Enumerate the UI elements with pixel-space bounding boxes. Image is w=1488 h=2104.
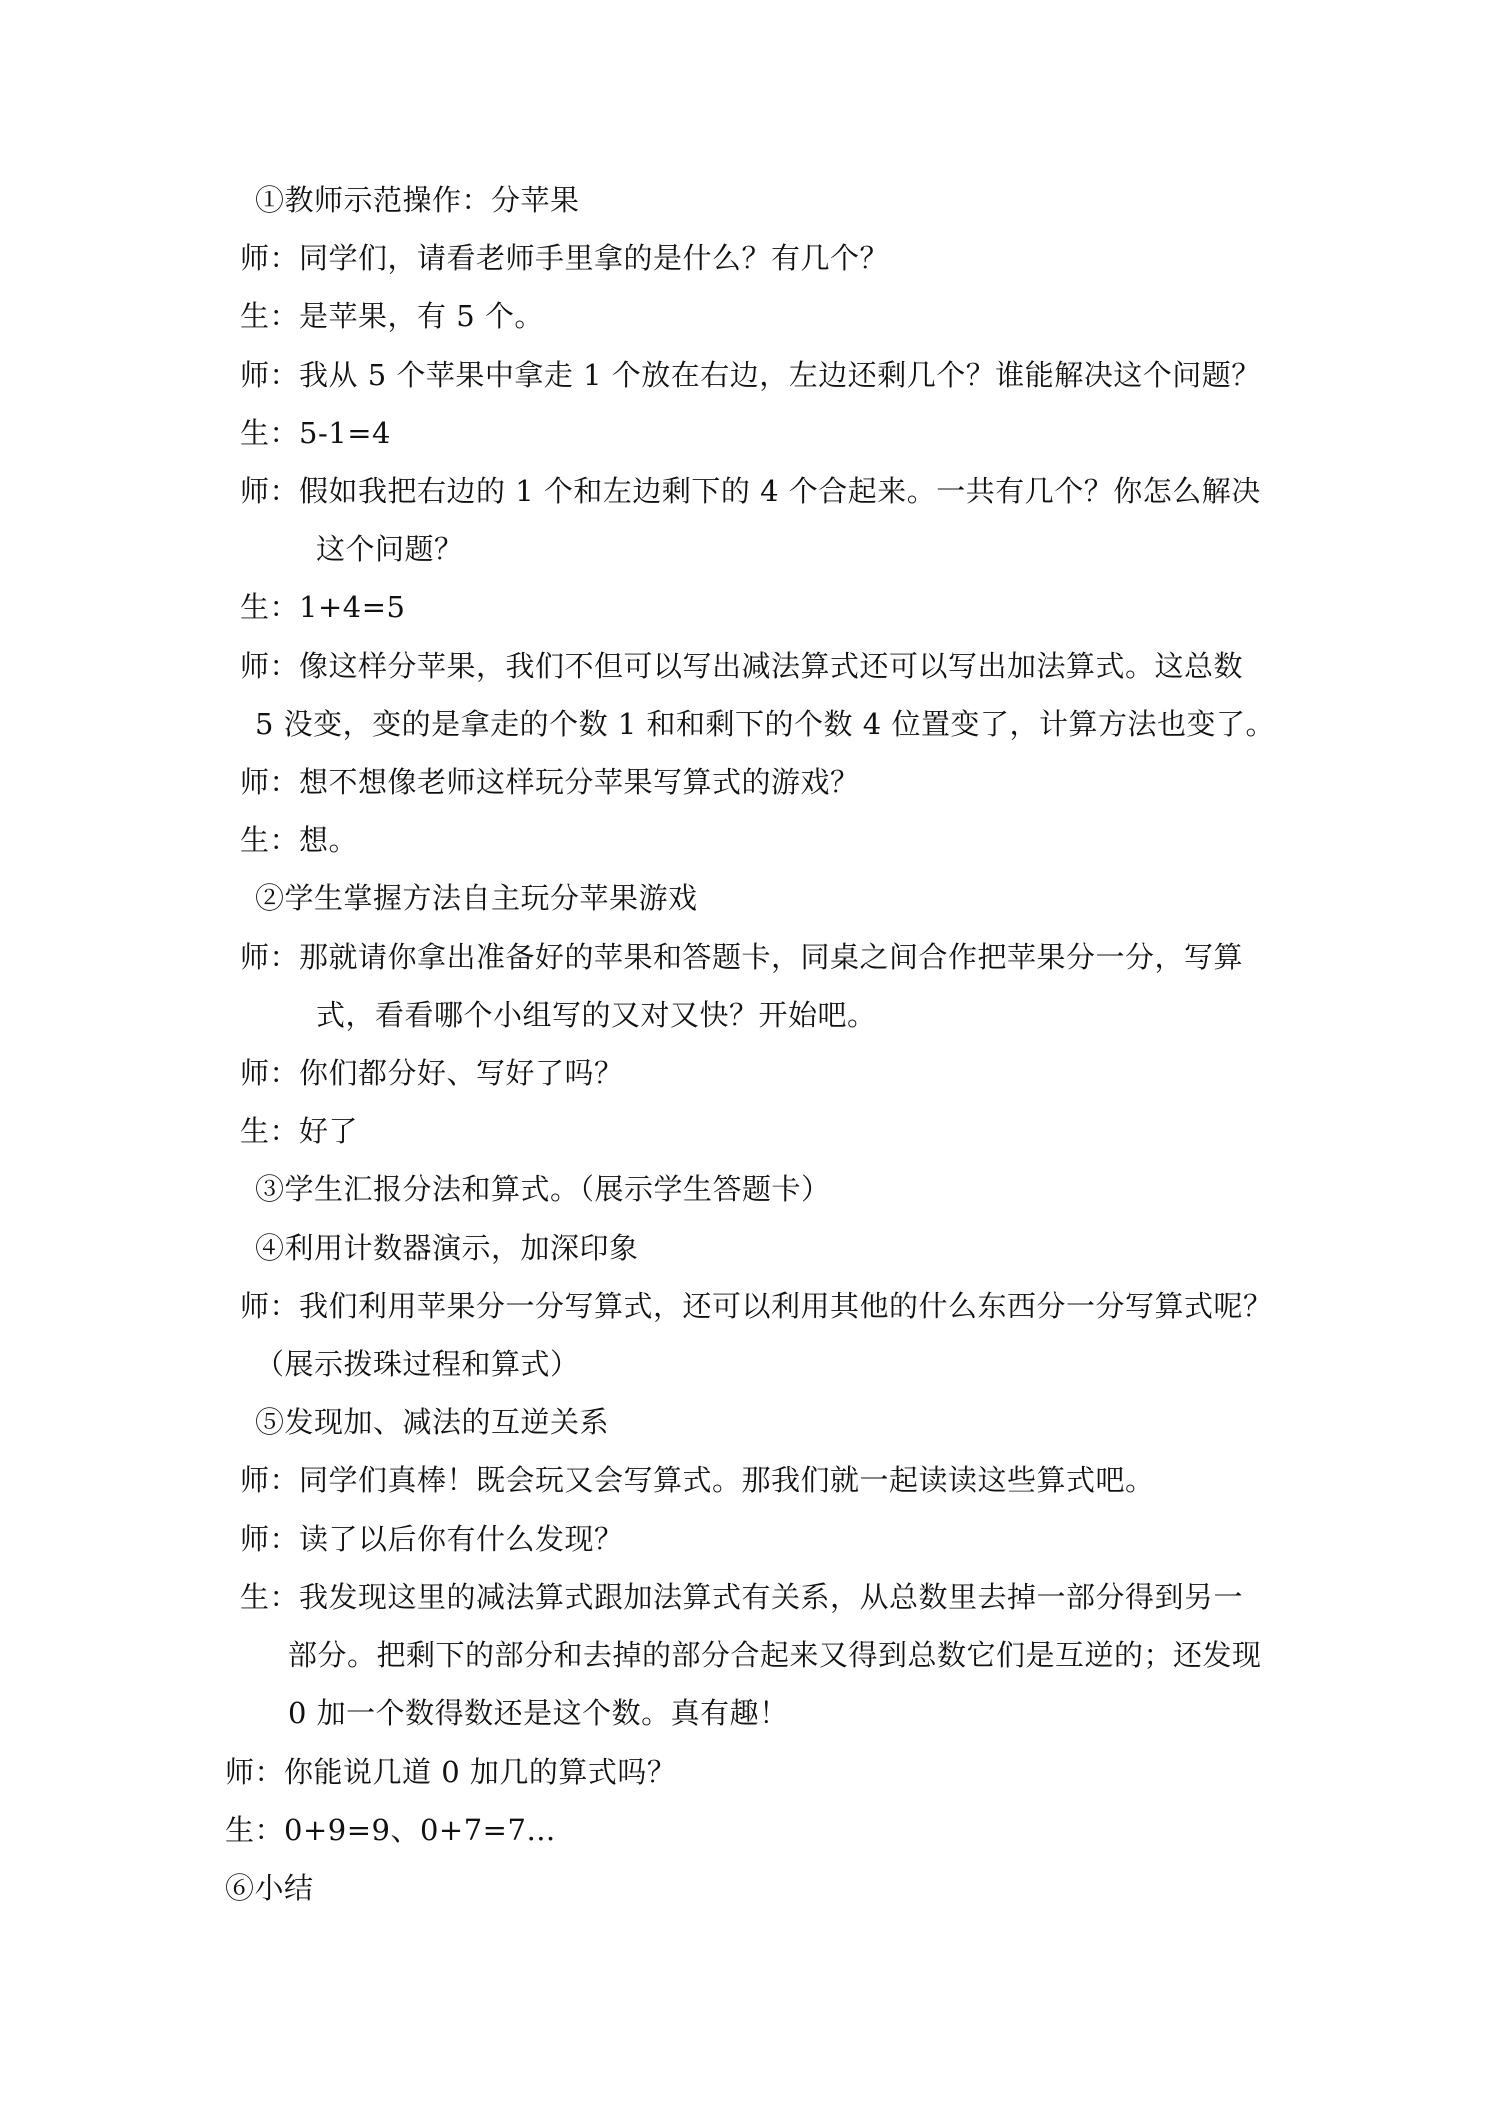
dialogue-continuation: 这个问题？: [316, 532, 464, 566]
step-heading: ②学生掌握方法自主玩分苹果游戏: [255, 881, 698, 915]
dialogue-line: 生：5-1=4: [240, 416, 391, 450]
step-heading: ①教师示范操作：分苹果: [255, 183, 580, 217]
dialogue-line: 师：你能说几道 0 加几的算式吗？: [225, 1755, 677, 1789]
dialogue-line: 生：好了: [240, 1114, 359, 1148]
dialogue-continuation: 式，看看哪个小组写的又对又快？开始吧。: [316, 998, 877, 1032]
dialogue-continuation: 5 没变，变的是拿走的个数 1 和和剩下的个数 4 位置变了，计算方法也变了。: [255, 707, 1275, 741]
dialogue-line: 师：我从 5 个苹果中拿走 1 个放在右边，左边还剩几个？谁能解决这个问题？: [240, 358, 1261, 392]
dialogue-line: 师：读了以后你有什么发现？: [240, 1522, 624, 1556]
step-heading: ③学生汇报分法和算式。（展示学生答题卡）: [255, 1172, 831, 1206]
dialogue-line: 师：像这样分苹果，我们不但可以写出减法算式还可以写出加法算式。这总数: [240, 649, 1244, 683]
dialogue-continuation: （展示拨珠过程和算式）: [255, 1347, 580, 1381]
dialogue-line: 生：想。: [240, 823, 359, 857]
dialogue-line: 师：我们利用苹果分一分写算式，还可以利用其他的什么东西分一分写算式呢？: [240, 1289, 1273, 1323]
dialogue-line: 师：想不想像老师这样玩分苹果写算式的游戏？: [240, 765, 860, 799]
dialogue-line: 生：我发现这里的减法算式跟加法算式有关系，从总数里去掉一部分得到另一: [240, 1580, 1244, 1614]
dialogue-continuation: 0 加一个数得数还是这个数。真有趣！: [288, 1696, 789, 1730]
dialogue-line: 师：假如我把右边的 1 个和左边剩下的 4 个合起来。一共有几个？你怎么解决: [240, 474, 1261, 508]
step-heading: ⑥小结: [225, 1871, 314, 1905]
dialogue-line: 生：0+9=9、0+7=7…: [225, 1813, 556, 1847]
dialogue-line: 师：同学们，请看老师手里拿的是什么？有几个？: [240, 241, 890, 275]
dialogue-line: 生：是苹果，有 5 个。: [240, 299, 544, 333]
step-heading: ⑤发现加、减法的互逆关系: [255, 1405, 610, 1439]
dialogue-line: 师：同学们真棒！既会玩又会写算式。那我们就一起读读这些算式吧。: [240, 1463, 1155, 1497]
dialogue-line: 师：你们都分好、写好了吗？: [240, 1056, 624, 1090]
dialogue-line: 生：1+4=5: [240, 590, 406, 624]
dialogue-line: 师：那就请你拿出准备好的苹果和答题卡，同桌之间合作把苹果分一分，写算: [240, 940, 1244, 974]
step-heading: ④利用计数器演示，加深印象: [255, 1231, 639, 1265]
dialogue-continuation: 部分。把剩下的部分和去掉的部分合起来又得到总数它们是互逆的；还发现: [288, 1638, 1262, 1672]
